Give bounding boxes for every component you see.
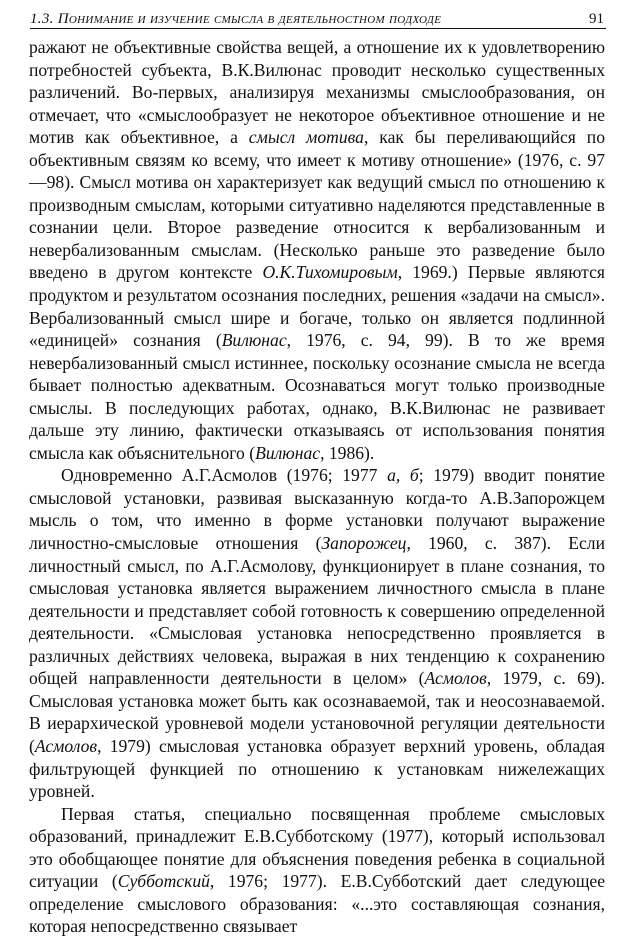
paragraph-3 <box>29 803 605 938</box>
text-run: , 1976; 1977). Е.В.Субботский дает следующее определение смыслового образования: «...это составляющая сознания, которая непосредственно связывает <box>29 871 606 937</box>
text-run: ; 1979) вводит понятие смысловой установки, развивая высказанную когда-то А.В.Запорожцем мысль о том, что именно в форме установки получают выражение личностно-смысловые отношения ( <box>29 465 605 554</box>
running-header <box>30 4 606 29</box>
text-run: ражают не объективные свойства вещей, а отношение их к удовлетворению потребностей субъекта, В.К.Вилюнас проводит несколько существенных различений. Во-первых, анализируя механизмы смыслообразования, он отмечает, что «смыслообразует не некоторое объективное отношение и не мотив как объективное, а <box>29 37 605 148</box>
text-run: , 1976, с. 94, 99). В то же время невербализованный смысл истиннее, поскольку осознание смысла не всегда бывает полностью адекватным. Осознаваться могут только производные смыслы. В последующих работах, однако, В.К.Вилюнас не развивает дальше эту линию, фактически отказываясь от использования понятия смысла как объяснительного ( <box>29 330 605 463</box>
italic-author: Асмолов <box>424 668 487 689</box>
paragraph-2 <box>29 464 605 802</box>
text-run: , как бы переливающийся по объективным связям ко всему, что имеет к мотиву отношение» (1976, с. 97—98). Смысл мотива он характеризует как ведущий смысл по отношению к производным смыслам, которыми ситуативно наделяются представленные в сознании цели. Второе разведение относится к вербализованным и невербализованным смыслам. (Несколько раньше это разведение было введено в другом контексте <box>29 127 605 283</box>
italic-author: Вилюнас <box>221 330 287 351</box>
page-number: 91 <box>589 11 604 27</box>
italic-author: Вилюнас <box>255 442 321 463</box>
text-run: Одновременно А.Г.Асмолов (1976; 1977 <box>61 465 388 486</box>
section-title: 1.3. Понимание и изучение смысла в деятельностном подходе <box>30 11 442 27</box>
italic-author: Асмолов <box>34 735 98 756</box>
text-run: , 1960, с. 387). Если личностный смысл, по А.Г.Асмолову, функционирует в плане сознания, то смысловая установка является выражением личностного смысла в плане деятельности и представляет собой готовность к совершению определенной деятельности. «Смысловая установка непосредственно проявляется в различных действиях человека, выражая в них тенденцию к сохранению общей направленности деятельности в целом» ( <box>29 533 605 689</box>
italic-author: Запорожец <box>321 533 407 554</box>
text-run: , 1979) смысловая установка образует верхний уровень, обладая фильтрующей функцией по отношению к установкам нижележащих уровней. <box>29 735 605 802</box>
text-run: , 1979, с. 69). Смысловая установка может быть как осознаваемой, так и неосознаваемой. В иерархической уровневой модели установочной регуляции деятельности ( <box>29 668 605 756</box>
italic-author: О.К.Тихомировым <box>262 262 398 283</box>
italic-term: смысл мотива <box>248 127 364 148</box>
text-run: , 1986). <box>320 442 375 463</box>
text-run: Первая статья, специально посвященная проблеме смысловых образований, принадлежит Е.В.Субботскому (1977), который использовал это обобщающее понятие для объяснения поведения ребенка в социальной ситуации ( <box>29 803 605 892</box>
main-text <box>29 36 605 938</box>
italic-author: Субботский <box>117 871 210 892</box>
text-run: , 1969.) Первые являются продуктом и результатом осознания последних, решения «задачи на смысл». Вербализованный смысл шире и богаче, только он является подлинной «единицей» сознания ( <box>29 262 605 351</box>
italic-letters: а, б <box>387 465 419 486</box>
paragraph-1 <box>29 36 605 464</box>
